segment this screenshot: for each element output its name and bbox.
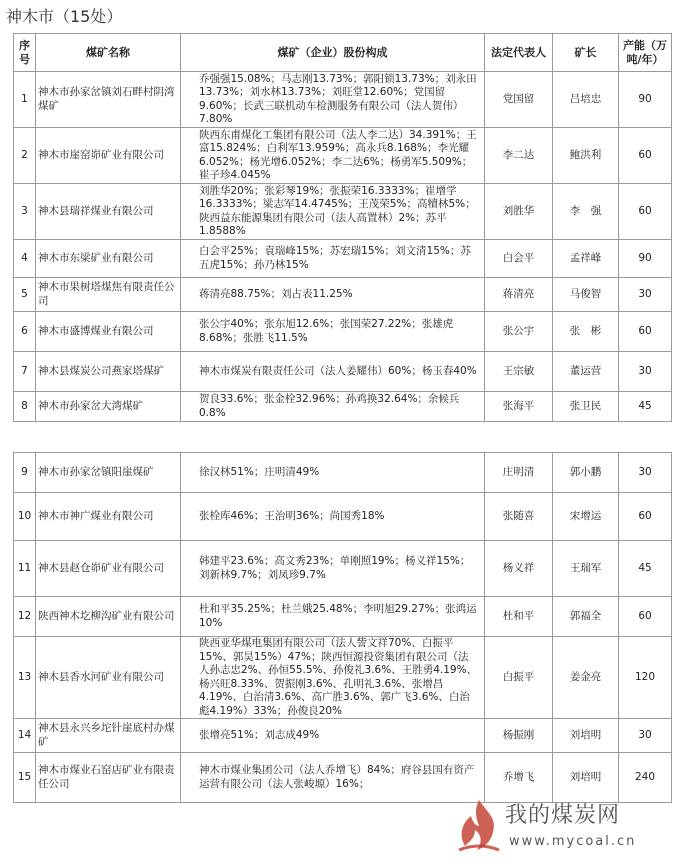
- cell-no: 1: [14, 72, 36, 128]
- cell-manager: 郭小鹏: [553, 453, 619, 493]
- cell-stake: 张栓库46%；王治明36%；尚国秀18%: [181, 493, 485, 541]
- cell-no: 15: [14, 753, 36, 803]
- watermark-text: 我的煤炭网: [505, 803, 621, 828]
- cell-mine-name: 神木县香水河矿业有限公司: [36, 637, 181, 719]
- cell-manager: 吕培忠: [553, 72, 619, 128]
- table-row: [14, 453, 672, 493]
- cell-no: 7: [14, 352, 36, 392]
- cell-manager: 宋增运: [553, 493, 619, 541]
- cell-stake: 杜和平35.25%；杜兰娥25.48%；李明旭29.27%；张鸿运10%: [181, 597, 485, 637]
- cell-legal-rep: 张公宇: [485, 312, 553, 352]
- table-row: [14, 278, 672, 312]
- cell-mine-name: 神木市崖窑峁矿业有限公司: [36, 128, 181, 184]
- cell-manager: 鲍洪利: [553, 128, 619, 184]
- table-row: [14, 753, 672, 803]
- table-row: [14, 637, 672, 719]
- header-no: 序号: [14, 34, 36, 72]
- flame-logo-icon: [453, 796, 505, 856]
- cell-capacity: 30: [619, 278, 672, 312]
- header-stake: 煤矿（企业）股份构成: [181, 34, 485, 72]
- cell-mine-name: 神木市孙家岔镇阳崖煤矿: [36, 453, 181, 493]
- cell-legal-rep: 张海平: [485, 392, 553, 422]
- cell-capacity: 60: [619, 493, 672, 541]
- cell-capacity: 60: [619, 312, 672, 352]
- coal-mine-table-part1: [13, 33, 672, 422]
- cell-capacity: 120: [619, 637, 672, 719]
- header-legal: 法定代表人: [485, 34, 553, 72]
- cell-mine-name: 神木市东梁矿业有限公司: [36, 240, 181, 278]
- cell-manager: 张 彬: [553, 312, 619, 352]
- cell-manager: 董运营: [553, 352, 619, 392]
- cell-mine-name: 神木县永兴乡坨针崖底村办煤矿: [36, 719, 181, 753]
- cell-stake: 徐汉林51%；庄明清49%: [181, 453, 485, 493]
- cell-no: 10: [14, 493, 36, 541]
- cell-capacity: 45: [619, 392, 672, 422]
- table-row: [14, 719, 672, 753]
- cell-legal-rep: 白会平: [485, 240, 553, 278]
- table-row: [14, 312, 672, 352]
- watermark-url: www.mycoal.cn: [509, 834, 637, 849]
- cell-legal-rep: 乔增飞: [485, 753, 553, 803]
- cell-stake: 韩建平23.6%；高文秀23%；单刚照19%；杨义祥15%；刘新林9.7%；刘凤珍9.7%: [181, 541, 485, 597]
- cell-capacity: 30: [619, 453, 672, 493]
- cell-legal-rep: 杜和平: [485, 597, 553, 637]
- table-row: [14, 72, 672, 128]
- cell-stake: 神木市煤炭有限责任公司（法人姜耀伟）60%；杨玉春40%: [181, 352, 485, 392]
- site-watermark: [449, 796, 674, 861]
- cell-mine-name: 神木县赵仓峁矿业有限公司: [36, 541, 181, 597]
- table-row: [14, 493, 672, 541]
- cell-capacity: 60: [619, 128, 672, 184]
- cell-no: 14: [14, 719, 36, 753]
- cell-stake: 贺良33.6%；张金栓32.96%；孙鸡换32.64%；余候兵0.8%: [181, 392, 485, 422]
- cell-stake: 乔强强15.08%；马志刚13.73%；郭阳锁13.73%；刘永田13.73%；刘水林13.73%；刘旺堂12.60%；党国留9.60%；长武三联机动车检测服务有限公司（法人贺伟）7.80%: [181, 72, 485, 128]
- cell-capacity: 30: [619, 719, 672, 753]
- cell-legal-rep: 党国留: [485, 72, 553, 128]
- cell-manager: 郭福全: [553, 597, 619, 637]
- cell-stake: 白会平25%；袁瑞峰15%；苏宏瑞15%；刘文清15%；苏五虎15%；孙乃林15%: [181, 240, 485, 278]
- cell-legal-rep: 庄明清: [485, 453, 553, 493]
- table-row: [14, 352, 672, 392]
- cell-manager: 王瑞军: [553, 541, 619, 597]
- cell-manager: 李 强: [553, 184, 619, 240]
- cell-mine-name: 神木市孙家岔镇刘石畔村阴湾煤矿: [36, 72, 181, 128]
- cell-capacity: 60: [619, 184, 672, 240]
- cell-legal-rep: 蒋清亮: [485, 278, 553, 312]
- page-title: 神木市（15处）: [6, 7, 123, 26]
- cell-mine-name: 神木市煤业石窑店矿业有限责任公司: [36, 753, 181, 803]
- cell-manager: 马俊智: [553, 278, 619, 312]
- cell-stake: 张增亮51%；刘志成49%: [181, 719, 485, 753]
- header-capacity: 产能（万吨/年）: [619, 34, 672, 72]
- cell-manager: 张卫民: [553, 392, 619, 422]
- cell-legal-rep: 白振平: [485, 637, 553, 719]
- table-row: [14, 597, 672, 637]
- cell-legal-rep: 王宗敏: [485, 352, 553, 392]
- coal-mine-table-part2: [13, 452, 672, 803]
- header-manager: 矿长: [553, 34, 619, 72]
- cell-stake: 张公宇40%；张东旭12.6%；张国荣27.22%；张雄虎8.68%；张胜飞11.5%: [181, 312, 485, 352]
- cell-no: 5: [14, 278, 36, 312]
- table-row: [14, 392, 672, 422]
- cell-no: 13: [14, 637, 36, 719]
- cell-mine-name: 神木市孙家岔大湾煤矿: [36, 392, 181, 422]
- cell-capacity: 90: [619, 72, 672, 128]
- cell-no: 12: [14, 597, 36, 637]
- cell-legal-rep: 杨振刚: [485, 719, 553, 753]
- cell-manager: 刘培明: [553, 753, 619, 803]
- cell-mine-name: 神木市盛博煤业有限公司: [36, 312, 181, 352]
- cell-capacity: 90: [619, 240, 672, 278]
- cell-stake: 陕西东甫煤化工集团有限公司（法人李二达）34.391%；王富15.824%；白利军13.959%；高永兵8.168%；李光耀6.052%；杨光增6.052%；李二达6%；杨勇军5.509%；崔子珍4.045%: [181, 128, 485, 184]
- cell-stake: 蒋清亮88.75%；刘占表11.25%: [181, 278, 485, 312]
- cell-capacity: 240: [619, 753, 672, 803]
- cell-manager: 刘培明: [553, 719, 619, 753]
- cell-mine-name: 神木市神广煤业有限公司: [36, 493, 181, 541]
- cell-no: 4: [14, 240, 36, 278]
- cell-no: 11: [14, 541, 36, 597]
- cell-no: 3: [14, 184, 36, 240]
- cell-capacity: 60: [619, 597, 672, 637]
- cell-no: 2: [14, 128, 36, 184]
- cell-legal-rep: 杨义祥: [485, 541, 553, 597]
- table-row: [14, 184, 672, 240]
- cell-legal-rep: 刘胜华: [485, 184, 553, 240]
- cell-legal-rep: 张随喜: [485, 493, 553, 541]
- cell-no: 9: [14, 453, 36, 493]
- header-name: 煤矿名称: [36, 34, 181, 72]
- cell-capacity: 45: [619, 541, 672, 597]
- cell-stake: 陕西亚华煤电集团有限公司（法人訾文祥70%、白振平15%、郭昊15%）47%；陕西恒源投资集团有限公司（法人孙志忠2%、孙恒55.5%、孙俊礼3.6%、王胜勇4.19%、杨兴旺8.33%、贺振刚3.6%、孔明礼3.6%、张增昌4.19%、白治清3.6%、高广胜3.6%、郭广飞3.6%、白治彪4.19%）33%；孙俊良20%: [181, 637, 485, 719]
- cell-mine-name: 神木市果树塔煤焦有限责任公司: [36, 278, 181, 312]
- cell-mine-name: 神木县瑞祥煤业有限公司: [36, 184, 181, 240]
- table-row: [14, 240, 672, 278]
- cell-capacity: 30: [619, 352, 672, 392]
- cell-mine-name: 神木县煤炭公司燕家塔煤矿: [36, 352, 181, 392]
- cell-no: 8: [14, 392, 36, 422]
- cell-stake: 神木市煤业集团公司（法人乔增飞）84%；府谷县国有资产运营有限公司（法人张峻塬）16%；: [181, 753, 485, 803]
- table-row: [14, 128, 672, 184]
- cell-manager: 孟祥峰: [553, 240, 619, 278]
- table-header-row: [14, 34, 672, 72]
- cell-legal-rep: 李二达: [485, 128, 553, 184]
- cell-mine-name: 陕西神木圪柳沟矿业有限公司: [36, 597, 181, 637]
- table-row: [14, 541, 672, 597]
- cell-manager: 姜金亮: [553, 637, 619, 719]
- cell-stake: 刘胜华20%；张彩琴19%；张振荣16.3333%；崔增学16.3333%；梁志军14.4745%；王茂荣5%；高犢林5%；陕西益东能源集团有限公司（法人高置林）2%；苏平1.8588%: [181, 184, 485, 240]
- cell-no: 6: [14, 312, 36, 352]
